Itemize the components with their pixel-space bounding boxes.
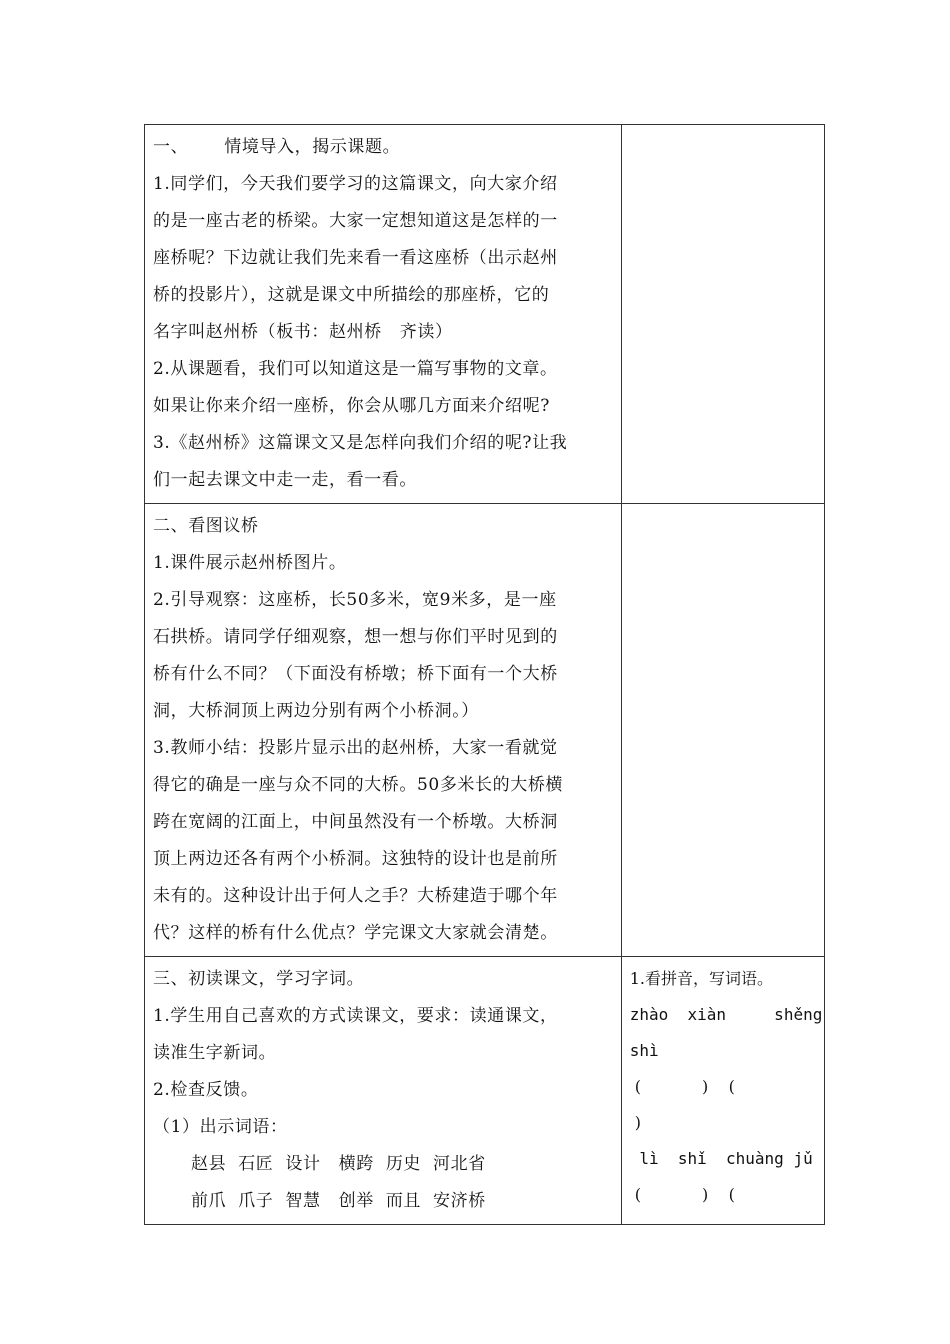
section-2-notes	[621, 504, 824, 957]
exercise-title: 1.看拼音，写词语。	[629, 969, 773, 988]
section-1-heading: 一、 情境导入，揭示课题。	[153, 137, 401, 157]
pinyin-line: lì shǐ chuàng jǔ	[629, 1149, 813, 1168]
table-row	[145, 957, 825, 1225]
text-line: 1.课件展示赵州桥图片。	[153, 553, 347, 573]
vocabulary-line: 前爪 爪子 智慧 创举 而且 安济桥	[191, 1191, 486, 1211]
text-line: 代？这样的桥有什么优点？学完课文大家就会清楚。	[153, 923, 558, 943]
text-line: 跨在宽阔的江面上，中间虽然没有一个桥墩。大桥洞	[153, 812, 558, 832]
text-line: 洞，大桥洞顶上两边分别有两个小桥洞。）	[153, 701, 479, 721]
text-line: 3.《赵州桥》这篇课文又是怎样向我们介绍的呢?让我	[153, 433, 568, 453]
section-2-heading: 二、看图议桥	[153, 516, 259, 536]
text-line: 的是一座古老的桥梁。大家一定想知道这是怎样的一	[153, 211, 558, 231]
text-line: 3.教师小结：投影片显示出的赵州桥，大家一看就觉	[153, 738, 558, 758]
text-line: 2.从课题看，我们可以知道这是一篇写事物的文章。	[153, 359, 558, 379]
text-line: 桥的投影片），这就是课文中所描绘的那座桥，它的	[153, 285, 550, 305]
text-line: 石拱桥。请同学仔细观察，想一想与你们平时见到的	[153, 627, 558, 647]
lesson-plan-table-wrapper	[144, 124, 825, 1225]
pinyin-line: shì	[629, 1041, 659, 1060]
answer-blank-line: )	[629, 1113, 642, 1132]
lesson-plan-table	[144, 124, 825, 1225]
text-line: 如果让你来介绍一座桥，你会从哪几方面来介绍呢?	[153, 396, 550, 416]
section-1-content	[145, 125, 622, 504]
table-row	[145, 125, 825, 504]
table-row	[145, 504, 825, 957]
text-line: 未有的。这种设计出于何人之手？大桥建造于哪个年	[153, 886, 558, 906]
text-line: 桥有什么不同？（下面没有桥墩；桥下面有一个大桥	[153, 664, 558, 684]
answer-blank-line: ( ) (	[629, 1185, 735, 1204]
text-line: 2.引导观察：这座桥，长50多米，宽9米多，是一座	[153, 590, 557, 610]
text-line: 名字叫赵州桥（板书：赵州桥 齐读）	[153, 322, 453, 342]
text-line: 1.学生用自己喜欢的方式读课文，要求：读通课文，	[153, 1006, 558, 1026]
text-line: 顶上两边还各有两个小桥洞。这独特的设计也是前所	[153, 849, 558, 869]
text-line: 1.同学们，今天我们要学习的这篇课文，向大家介绍	[153, 174, 558, 194]
section-1-notes	[621, 125, 824, 504]
text-line: 2.检查反馈。	[153, 1080, 259, 1100]
vocabulary-line: 赵县 石匠 设计 横跨 历史 河北省	[191, 1154, 486, 1174]
section-3-heading: 三、初读课文，学习字词。	[153, 969, 365, 989]
text-line: （1）出示词语：	[153, 1117, 288, 1137]
section-3-exercise	[621, 957, 824, 1225]
answer-blank-line: ( ) (	[629, 1077, 735, 1096]
pinyin-line: zhào xiàn shěng	[629, 1005, 823, 1024]
section-3-content	[145, 957, 622, 1225]
section-2-content	[145, 504, 622, 957]
text-line: 座桥呢？下边就让我们先来看一看这座桥（出示赵州	[153, 248, 558, 268]
text-line: 们一起去课文中走一走，看一看。	[153, 470, 417, 490]
text-line: 读准生字新词。	[153, 1043, 277, 1063]
text-line: 得它的确是一座与众不同的大桥。50多米长的大桥横	[153, 775, 564, 795]
